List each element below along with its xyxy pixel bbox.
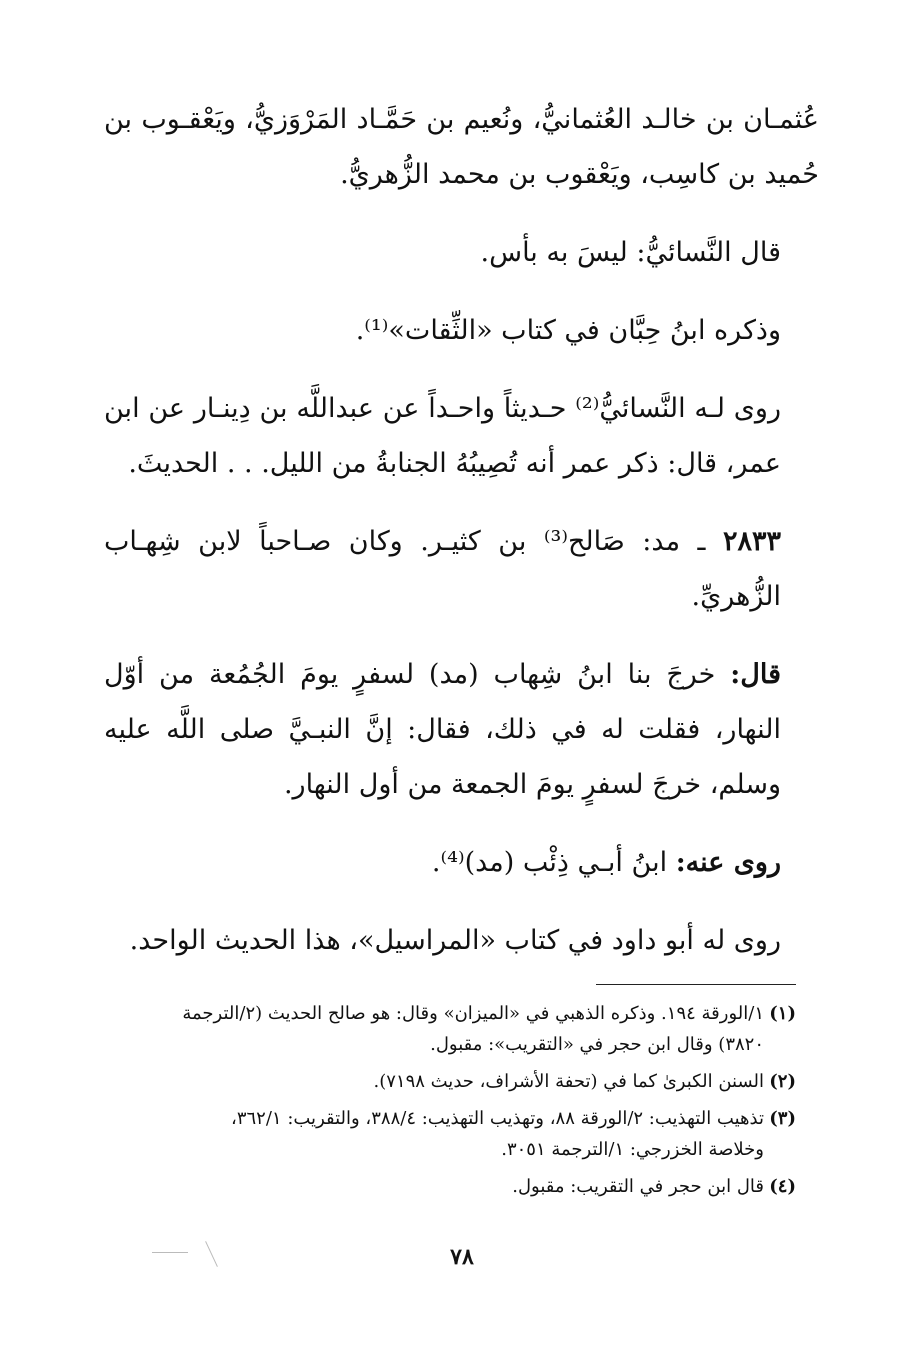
footnote-3 — [104, 1103, 796, 1165]
paragraph-nasai-opinion: قال النَّسائيُّ: ليسَ به بأس. — [480, 237, 781, 268]
page-number: ٧٨ — [450, 1244, 474, 1270]
footnotes — [104, 998, 796, 1208]
qala-text: خرجَ بنا ابنُ شِهاب (مد) لسفرٍ يومَ الجُمُعة من أوّل النهار، فقلت له في ذلك، فقال: إنَّ النبـيَّ صلى اللَّه عليه وسلم، خرجَ لسفرٍ يومَ الجمعة من أول النهار. — [104, 659, 781, 800]
footnote-1 — [104, 998, 796, 1060]
paragraph-qala — [104, 647, 819, 812]
footnote-continuation: وخلاصة الخزرجي: ١/الترجمة ٣٠٥١. — [501, 1139, 764, 1160]
footnote-text: تذهيب التهذيب: ٢/الورقة ٨٨، وتهذيب التهذيب: ٣٨٨/٤، والتقريب: ٣٦٢/١، — [231, 1108, 764, 1129]
footnote-4 — [104, 1171, 796, 1202]
footnote-text: قال ابن حجر في التقريب: مقبول. — [512, 1176, 764, 1197]
qala-label: قال: — [730, 659, 781, 690]
footnote-number: (١) — [769, 1003, 796, 1024]
paragraph-ibn-hibban: وذكره ابنُ حِبَّان في كتاب «الثِّقات»⁽¹⁾. — [355, 315, 781, 346]
paragraph-narrators: عُثمـان بن خالـد العُثمانيُّ، ونُعيم بن حَمَّـاد المَرْوَزيُّ، ويَعْقـوب بن حُميد بن كاسِب، ويَعْقوب بن محمد الزُّهريُّ. — [104, 104, 819, 190]
narrated-label: روى عنه: — [675, 847, 781, 878]
paragraph-narrated-from-him — [104, 835, 819, 890]
footnote-continuation: ٣٨٢٠) وقال ابن حجر في «التقريب»: مقبول. — [430, 1034, 764, 1055]
entry-number: ٢٨٣٣ — [723, 526, 782, 557]
footnote-number: (٣) — [769, 1108, 796, 1129]
main-text — [104, 92, 819, 968]
paragraph-entry-2833 — [104, 514, 819, 624]
paragraph-hadith-narration: روى لـه النَّسائيُّ⁽²⁾ حـديثاً واحـداً عن عبداللَّه بن دِينـار عن ابن عمر، قال: ذكر عمر أنه تُصِيبُهُ الجنابةُ من الليل. . . الحديثَ. — [104, 393, 781, 479]
footnote-number: (٢) — [769, 1071, 796, 1092]
paragraph-abu-dawud: روى له أبو داود في كتاب «المراسيل»، هذا الحديث الواحد. — [129, 925, 781, 956]
narrated-text: ابنُ أبـي ذِئْب (مد)⁽⁴⁾. — [431, 847, 668, 878]
footnote-2 — [104, 1066, 796, 1097]
footnote-number: (٤) — [769, 1176, 796, 1197]
footnote-separator — [596, 984, 796, 985]
footnote-text: السنن الكبرىٰ كما في (تحفة الأشراف، حديث ٧١٩٨). — [373, 1071, 764, 1092]
entry-heading: ـ مد: صَالح⁽³⁾ بن كثيـر. وكان صـاحباً لابن شِهـاب الزُّهريِّ. — [104, 526, 781, 612]
footnote-text: ١/الورقة ١٩٤. وذكره الذهبي في «الميزان» وقال: هو صالح الحديث (٢/الترجمة — [182, 1003, 764, 1024]
